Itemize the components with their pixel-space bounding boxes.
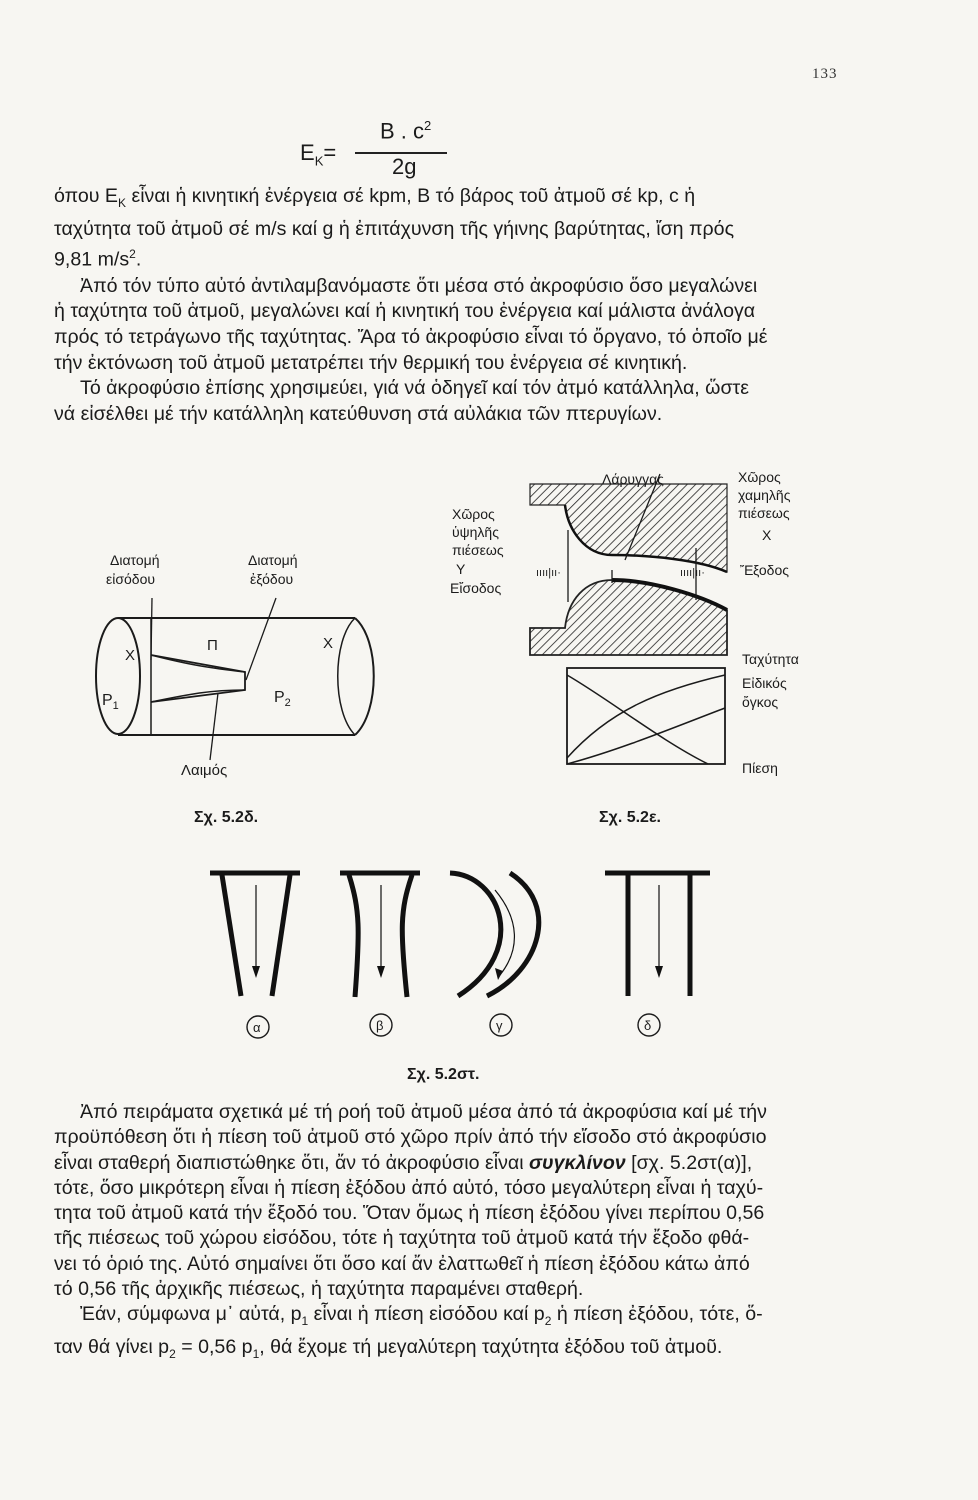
formula-denominator: 2g [392,154,417,179]
high-3: πιέσεως [452,542,504,558]
body-line-7: νει τό ὁριό της. Αὐτό σημαίνει ὅτι ὅσο καί ἄν ἐλαττωθεῖ ἡ πίεση ἐξόδου κάτω ἀπό [54,1252,750,1275]
label-inlet-2: εἰσόδου [106,571,156,587]
intro-line-1: όπου $E_K$ εἶναι ἡ κινητική ἐνέργεια σέ kpm, B τό βάρος τοῦ ἀτμοῦ σέ kp, c ἡ [54,185,696,210]
label-p2: $P_2$ [274,689,291,709]
formula-lhs: $E_K=$ [300,140,337,169]
low-3: πιέσεως [738,505,790,521]
caption-5-2e: Σχ. 5.2ε. [599,809,661,826]
caption-5-2d: Σχ. 5.2δ. [194,809,259,826]
formula-numerator: B . $c^2$ [380,118,432,144]
label-throat-e: Λάρυγγας [602,471,664,487]
low-5: Ἔξοδος [740,562,789,578]
body-line-3: εἶναι σταθερή διαπιστώθηκε ὅτι, ἄν τό ἀκροφύσιο εἶναι συγκλίνον [σχ. 5.2στ(α)], [54,1151,753,1174]
intro-line-6: πρός τό τετράγωνο τῆς ταχύτητας. Ἄρα τό ἀκροφύσιο εἶναι τό ὄργανο, τό ὁποῖο μέ [54,325,768,348]
svg-text:ıııı|ıı·: ıııı|ıı· [536,567,561,579]
body-line-2: προϋπόθεση ὅτι ἡ πίεση τοῦ ἀτμοῦ στό χῶρο πρίν ἀπό τήν εἴσοδο στό ἀκροφύσιο [54,1126,767,1149]
low-2: χαμηλῆς [738,487,791,503]
body-line-8: τό 0,56 τῆς ἀρχικῆς πιέσεως, ἡ ταχύτητα παραμένει σταθερή. [54,1278,584,1301]
label-gamma: γ [496,1018,503,1033]
label-delta: δ [644,1018,652,1033]
intro-line-9: νά εἰσέλθει μέ τήν κατάλληλη κατεύθυνση στά αὐλάκια τῶν πτερυγίων. [54,403,663,426]
body-line-9: Ἐάν, σύμφωνα μ᾽ αὐτά, $p_1$ εἶναι ἡ πίεση εἰσόδου καί $p_2$ ἡ πίεση ἐξόδου, τότε, ὅ- [80,1303,763,1329]
legend-pressure: Πίεση [742,760,778,776]
intro-line-5: ἡ ταχύτητα τοῦ ἀτμοῦ, μεγαλώνει καί ἡ κινητική του ἐνέργεια καί μάλιστα ἀνάλογα [54,300,756,323]
svg-text:ıııı|ıı·: ıııı|ıı· [680,567,705,579]
label-inlet-1: Διατομή [110,552,160,568]
label-outlet-2: ἐξόδου [250,571,294,587]
intro-line-2: ταχύτητα τοῦ ἀτμοῦ σέ m/s καί g ἡ ἐπιτάχυνση τῆς γήινης βαρύτητας, ἴση πρός [54,217,735,240]
high-1: Χῶρος [452,506,495,522]
label-beta: β [376,1018,384,1033]
label-x-left: X [125,647,136,664]
high-2: ὑψηλῆς [452,524,499,540]
high-4: Υ [456,561,466,577]
label-throat: Λαιμός [181,762,228,779]
page-number: 133 [812,66,838,82]
intro-line-3: 9,81 $m/s^2$. [54,247,142,271]
high-5: Εἴσοδος [450,580,502,596]
caption-5-2st: Σχ. 5.2στ. [407,1066,480,1083]
body-line-5: τητα τοῦ ἀτμοῦ κατά τήν ἔξοδό του. Ὅταν ὅμως ἡ πίεση ἐξόδου γίνει περίπου 0,56 [54,1202,765,1225]
body-text [54,1100,869,1367]
legend-velocity: Ταχύτητα [742,651,799,667]
intro-line-7: τήν ἐκτόνωση τοῦ ἀτμοῦ μετατρέπει τήν θερμική του ἐνέργεια σέ κινητική. [54,351,688,374]
label-p1: $P_1$ [102,692,119,712]
intro-line-8: Τό ἀκροφύσιο ἐπίσης χρησιμεύει, γιά νά ὁδηγεῖ καί τόν ἀτμό κατάλληλα, ὥστε [80,377,750,400]
body-line-6: τῆς πιέσεως τοῦ χώρου εἰσόδου, τότε ἡ ταχύτητα τοῦ ἀτμοῦ κατά τήν ἔξοδο φθά- [54,1227,750,1250]
low-1: Χῶρος [738,469,781,485]
label-pi: Π [207,637,218,654]
intro-line-4: Ἀπό τόν τύπο αὐτό ἀντιλαμβανόμαστε ὅτι μέσα στό ἀκροφύσιο ὅσο μεγαλώνει [80,274,758,297]
body-line-4: τότε, ὅσο μικρότερη εἶναι ἡ πίεση ἐξόδου ἀπό αὐτό, τόσο μεγαλύτερη εἶναι ἡ ταχύ- [54,1176,764,1199]
label-x-right: X [323,635,334,652]
label-outlet-1: Διατομή [248,552,298,568]
legend-volume-2: ὄγκος [742,694,779,710]
legend-volume-1: Εἰδικός [742,675,787,691]
body-line-1: Ἀπό πειράματα σχετικά μέ τή ροή τοῦ ἀτμοῦ μέσα ἀπό τά ἀκροφύσια καί μέ τήν [80,1101,767,1123]
label-alpha: α [253,1020,261,1035]
body-line-10: ταν θά γίνει $p_2 = 0,56$ $p_1$, θά ἔχομε τή μεγαλύτερη ταχύτητα ἐξόδου τοῦ ἀτμοῦ. [54,1335,723,1361]
low-4: Χ [762,527,772,543]
